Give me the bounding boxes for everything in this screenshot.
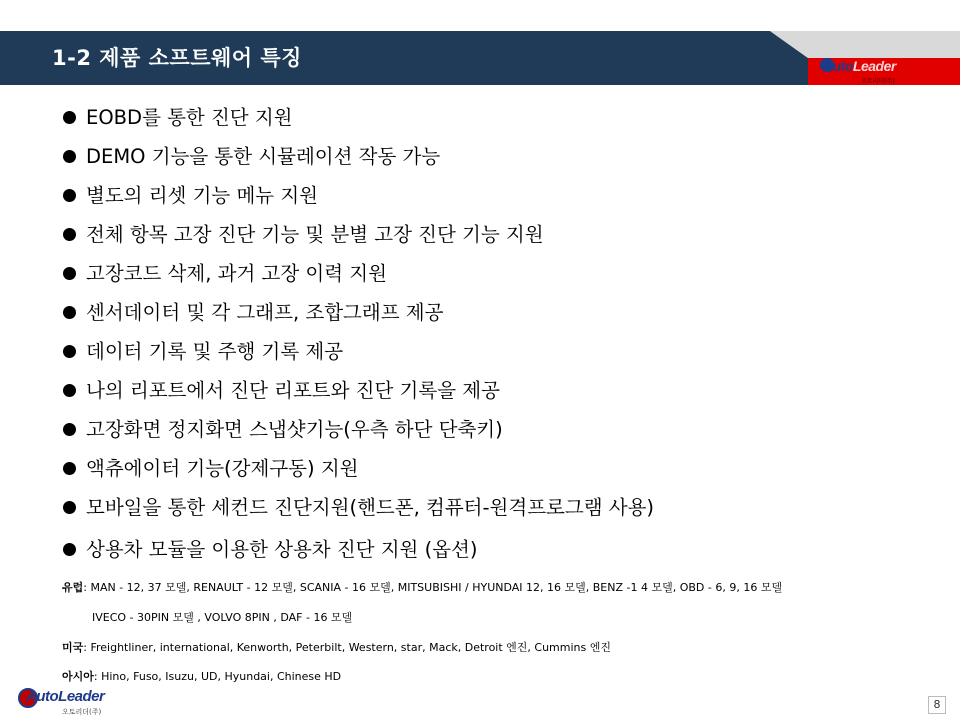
- list-item: 고장화면 정지화면 스냅샷기능(우측 하단 단축키): [62, 412, 654, 451]
- bullet-icon: [63, 501, 76, 514]
- note-asia: 아시아: Hino, Fuso, Isuzu, UD, Hyundai, Chinese HD: [62, 670, 342, 683]
- bullet-icon: [63, 345, 76, 358]
- bullet-icon: [63, 306, 76, 319]
- note-europe: 유럽: MAN - 12, 37 모델, RENAULT - 12 모델, SCANIA - 16 모델, MITSUBISHI / HYUNDAI 12, 16 모델, BENZ -1 4 모델, OBD - 6, 9, 16 모델: [62, 581, 783, 594]
- list-item: 센서데이터 및 각 그래프, 조합그래프 제공: [62, 295, 654, 334]
- list-item: 액츄에이터 기능(강제구동) 지원: [62, 451, 654, 490]
- bullet-icon: [63, 189, 76, 202]
- bullet-icon: [63, 543, 76, 556]
- list-item: 별도의 리셋 기능 메뉴 지원: [62, 178, 654, 217]
- logo-subtitle: 오토리더(주): [62, 708, 102, 716]
- logo-brand: AutoLeader: [823, 58, 896, 74]
- bullet-icon: [63, 228, 76, 241]
- note-europe-continued: IVECO - 30PIN 모델 , VOLVO 8PIN , DAF - 16 모델: [92, 611, 353, 624]
- logo-brand: AutoLeader: [26, 688, 105, 705]
- list-item: 데이터 기록 및 주행 기록 제공: [62, 334, 654, 373]
- bullet-icon: [63, 111, 76, 124]
- list-item: 모바일을 통한 세컨드 진단지원(핸드폰, 컴퓨터-원격프로그램 사용): [62, 490, 654, 529]
- bullet-icon: [63, 423, 76, 436]
- list-item: EOBD를 통한 진단 지원: [62, 100, 654, 139]
- bullet-icon: [63, 384, 76, 397]
- page-title: 1-2 제품 소프트웨어 특징: [52, 46, 302, 70]
- list-item: DEMO 기능을 통한 시뮬레이션 작동 가능: [62, 139, 654, 178]
- page-number: 8: [928, 696, 946, 714]
- list-item: 상용차 모듈을 이용한 상용차 진단 지원 (옵션): [62, 529, 654, 571]
- list-item: 전체 항목 고장 진단 기능 및 분별 고장 진단 기능 지원: [62, 217, 654, 256]
- company-logo-header: [823, 58, 913, 86]
- bullet-icon: [63, 462, 76, 475]
- feature-list: [62, 100, 654, 571]
- bullet-icon: [63, 150, 76, 163]
- list-item: 고장코드 삭제, 과거 고장 이력 지원: [62, 256, 654, 295]
- list-item: 나의 리포트에서 진단 리포트와 진단 기록을 제공: [62, 373, 654, 412]
- company-logo-footer: [18, 688, 118, 718]
- note-usa: 미국: Freightliner, international, Kenworth, Peterbilt, Western, star, Mack, Detroit 엔진, Cummins 엔진: [62, 641, 611, 654]
- logo-subtitle: 오토리더(주): [861, 78, 895, 85]
- bullet-icon: [63, 267, 76, 280]
